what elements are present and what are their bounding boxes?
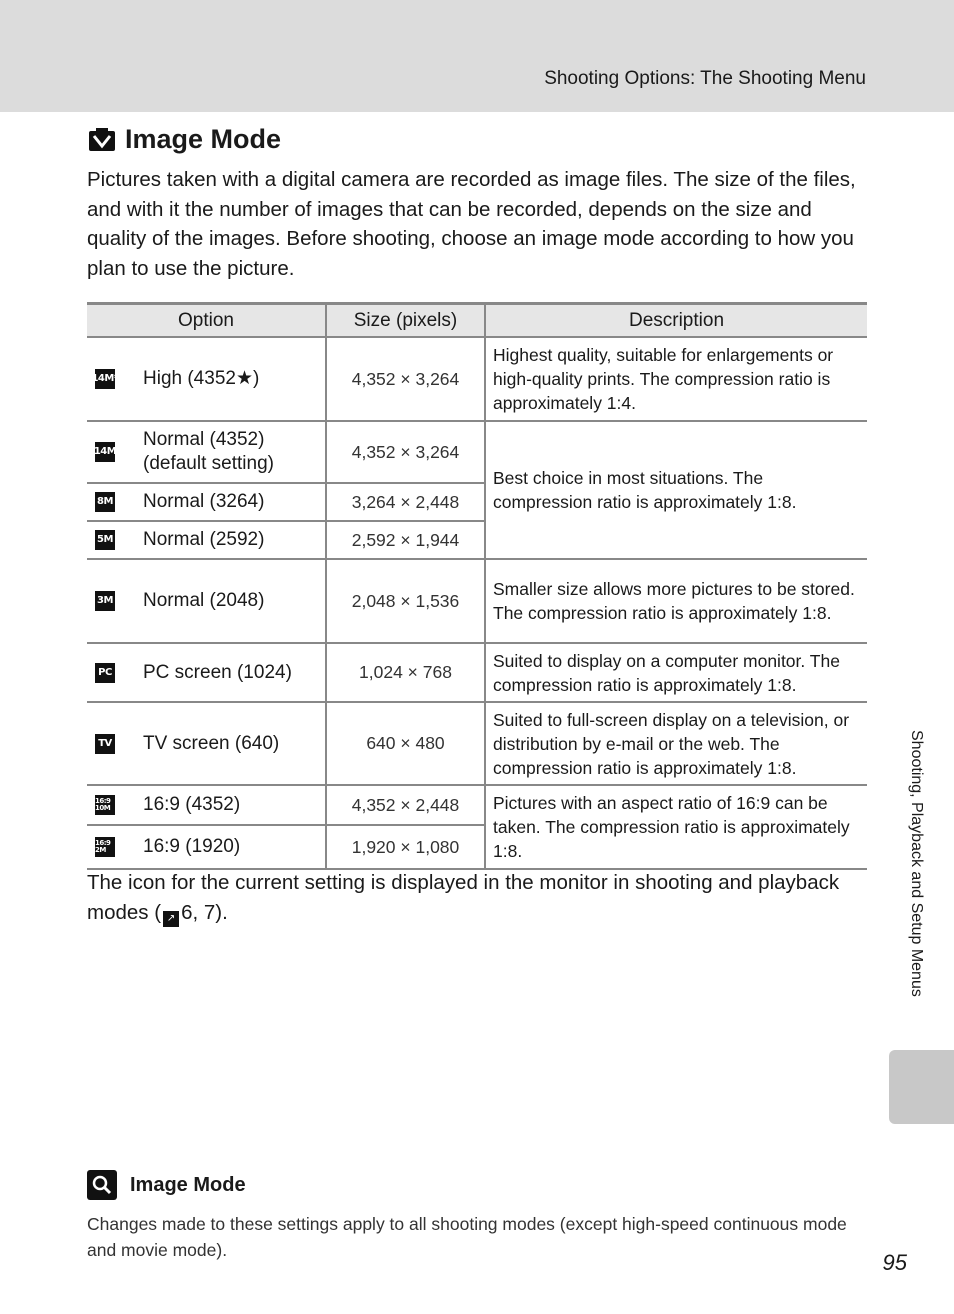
size-cell: 640 × 480: [326, 702, 485, 785]
description-cell: Suited to full-screen display on a television, or distribution by e-mail or the web. The compression ratio is approximately 1:8.: [485, 702, 867, 785]
option-cell: [87, 643, 326, 702]
option-label: Normal (4352) (default setting): [143, 429, 274, 474]
option-cell: [87, 702, 326, 785]
option-cell: [87, 337, 326, 421]
option-cell: [87, 521, 326, 559]
option-label: Normal (3264): [143, 491, 265, 512]
table-row: [87, 643, 867, 702]
image-mode-table: [87, 302, 867, 870]
page-title-text: Image Mode: [125, 124, 282, 154]
table-row: [87, 421, 867, 483]
page-title: [87, 124, 281, 155]
column-header-option: Option: [87, 304, 326, 338]
table-row: [87, 785, 867, 825]
option-label: 16:9 (1920): [143, 836, 241, 857]
option-label: TV screen (640): [143, 732, 280, 754]
size-cell: 3,264 × 2,448: [326, 483, 485, 521]
page-reference-icon: ↗: [163, 911, 179, 927]
mode-tv-icon: TV: [95, 734, 115, 754]
option-label: Normal (2048): [143, 590, 265, 611]
tip-text: Changes made to these settings apply to all shooting modes (except high-speed continuous mode and movie mode).: [87, 1214, 847, 1260]
table-row: [87, 702, 867, 785]
mode-3m-icon: 3M: [95, 591, 115, 611]
option-label: High (4352★): [143, 368, 260, 389]
shooting-menu-icon: [87, 125, 117, 155]
option-label: 16:9 (4352): [143, 794, 241, 815]
option-cell: [87, 825, 326, 869]
option-cell: [87, 483, 326, 521]
intro-paragraph: Pictures taken with a digital camera are recorded as image files. The size of the files, and with it the number of images that can be recorded, depends on the size and quality of the images. Before shooting, choose an image mode according to how you plan to use the picture.: [87, 168, 856, 280]
option-label: PC screen (1024): [143, 661, 292, 683]
current-setting-note: [87, 868, 867, 927]
header-title: Shooting Options: The Shooting Menu: [544, 68, 866, 89]
tip-title: Image Mode: [130, 1173, 246, 1196]
size-cell: 1,920 × 1,080: [326, 825, 485, 869]
mode-14m-star-icon: 14M*: [95, 369, 115, 389]
option-label: Normal (2592): [143, 529, 265, 550]
size-cell: 4,352 × 3,264: [326, 337, 485, 421]
mode-14m-icon: 14M: [95, 442, 115, 462]
side-tab-label: Shooting, Playback and Setup Menus: [908, 730, 925, 997]
description-cell: Highest quality, suitable for enlargements or high-quality prints. The compression ratio is approximately 1:4.: [485, 337, 867, 421]
option-cell: [87, 421, 326, 483]
side-tab-marker: [889, 1050, 954, 1124]
note-magnifier-icon: [87, 1170, 117, 1200]
page-number: 95: [882, 1250, 907, 1275]
description-cell: Pictures with an aspect ratio of 16:9 can be taken. The compression ratio is approximately 1:8.: [485, 785, 867, 869]
table-row: [87, 559, 867, 643]
description-cell: Smaller size allows more pictures to be stored. The compression ratio is approximately 1:8.: [485, 559, 867, 643]
size-cell: 1,024 × 768: [326, 643, 485, 702]
note-text: The icon for the current setting is displayed in the monitor in shooting and playback modes (: [87, 871, 840, 924]
size-cell: 4,352 × 2,448: [326, 785, 485, 825]
option-cell: [87, 559, 326, 643]
header-band: [0, 0, 954, 112]
option-cell: [87, 785, 326, 825]
tip-heading: [87, 1170, 246, 1200]
note-page-ref: 6, 7: [181, 900, 216, 924]
mode-16-9-2m-icon: 16:9 2M: [95, 837, 115, 857]
mode-16-9-10m-icon: 16:9 10M: [95, 795, 115, 815]
description-cell: Suited to display on a computer monitor. The compression ratio is approximately 1:8.: [485, 643, 867, 702]
size-cell: 2,592 × 1,944: [326, 521, 485, 559]
column-header-description: Description: [485, 304, 867, 338]
mode-8m-icon: 8M: [95, 492, 115, 512]
table-header-row: [87, 304, 867, 338]
size-cell: 4,352 × 3,264: [326, 421, 485, 483]
table-row: [87, 337, 867, 421]
size-cell: 2,048 × 1,536: [326, 559, 485, 643]
mode-5m-icon: 5M: [95, 530, 115, 550]
mode-pc-icon: PC: [95, 663, 115, 683]
note-text-end: ).: [215, 900, 228, 924]
description-cell: Best choice in most situations. The compression ratio is approximately 1:8.: [485, 421, 867, 559]
column-header-size: Size (pixels): [326, 304, 485, 338]
